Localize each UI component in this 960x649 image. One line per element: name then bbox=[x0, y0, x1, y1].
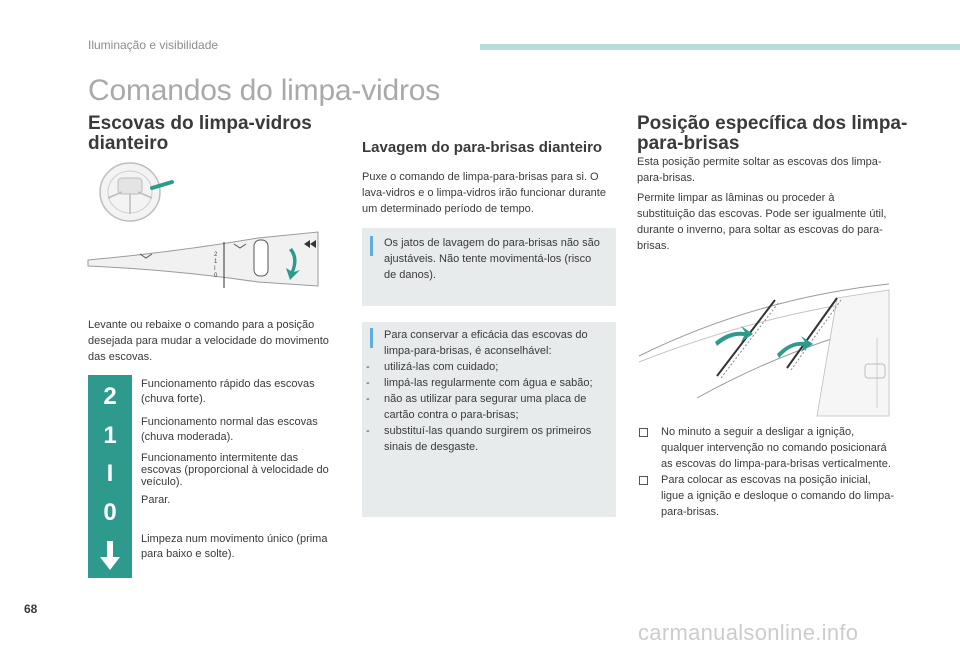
list-item: - não as utilizar para segurar uma placa de cartão contra o para-brisas; bbox=[364, 391, 608, 423]
care-advice-intro: Para conservar a eficácia das escovas do limpa-para-brisas, é aconselhável: bbox=[384, 329, 588, 357]
position-0-badge: 0 bbox=[88, 491, 132, 535]
wiper-stalk-illustration bbox=[86, 230, 326, 296]
service-position-heading: Posição específica dos limpa-para-brisas bbox=[637, 113, 908, 154]
single-wipe-badge bbox=[88, 534, 132, 578]
service-position-text-1: Esta posição permite soltar as escovas dos limpa-para-brisas. bbox=[637, 156, 882, 184]
service-position-text-2: Permite limpar as lâminas ou proceder à substituição das escovas. Pode ser igualmente útil, durante o inverno, para soltar as escovas do para-brisas. bbox=[637, 192, 887, 252]
list-item: Para colocar as escovas na posição inicial, ligue a ignição e desloque o comando do limpa-para-brisas. bbox=[637, 472, 895, 520]
position-intermittent-label: Funcionamento intermitente das escovas (proporcional à velocidade do veículo). bbox=[141, 452, 329, 488]
position-0-label: Parar. bbox=[141, 494, 171, 506]
section-label: Iluminação e visibilidade bbox=[88, 38, 219, 52]
single-wipe-label: Limpeza num movimento único (prima para baixo e solte). bbox=[141, 533, 328, 560]
wash-intro-text: Puxe o comando de limpa-para-brisas para si. O lava-vidros e o limpa-vidros irão funcionar durante um determinado período de tempo. bbox=[362, 171, 606, 215]
care-advice-list bbox=[364, 359, 608, 455]
position-1-label: Funcionamento normal das escovas (chuva moderada). bbox=[141, 416, 318, 443]
note-accent-bar bbox=[370, 328, 373, 348]
windscreen-wipers-illustration bbox=[637, 278, 892, 418]
arrow-down-icon bbox=[99, 541, 121, 571]
list-item: - substituí-las quando surgirem os primeiros sinais de desgaste. bbox=[364, 423, 608, 455]
nozzle-warning-text: Os jatos de lavagem do para-brisas não são ajustáveis. Não tente movimentá-los (risco de danos). bbox=[384, 237, 600, 281]
position-2-badge: 2 bbox=[88, 375, 132, 419]
position-intermittent-badge: I bbox=[88, 452, 132, 496]
header-accent-bar bbox=[480, 44, 960, 50]
list-item: - limpá-las regularmente com água e sabão; bbox=[364, 375, 608, 391]
page-number: 68 bbox=[24, 602, 38, 616]
svg-text:2: 2 bbox=[214, 252, 218, 258]
note-accent-bar bbox=[370, 236, 373, 256]
position-1-badge: 1 bbox=[88, 414, 132, 458]
svg-text:I: I bbox=[214, 266, 216, 272]
position-2-label: Funcionamento rápido das escovas (chuva forte). bbox=[141, 378, 315, 405]
list-item: - utilizá-las com cuidado; bbox=[364, 359, 608, 375]
steering-wheel-illustration bbox=[88, 160, 198, 224]
svg-text:1: 1 bbox=[214, 259, 218, 265]
speed-intro-text: Levante ou rebaixe o comando para a posição desejada para mudar a velocidade do movimento das escovas. bbox=[88, 319, 329, 363]
nozzle-warning-box bbox=[362, 228, 616, 306]
care-advice-box bbox=[362, 322, 616, 517]
front-wipers-heading: Escovas do limpa-vidros dianteiro bbox=[88, 113, 312, 154]
service-position-list bbox=[637, 424, 895, 520]
svg-text:0: 0 bbox=[214, 273, 218, 279]
list-item: No minuto a seguir a desligar a ignição, qualquer intervenção no comando posicionará as escovas do limpa-para-brisas verticalmente. bbox=[637, 424, 895, 472]
watermark: carmanualsonline.info bbox=[638, 620, 859, 645]
windscreen-wash-heading: Lavagem do para-brisas dianteiro bbox=[362, 139, 603, 156]
page-title: Comandos do limpa-vidros bbox=[88, 74, 441, 107]
